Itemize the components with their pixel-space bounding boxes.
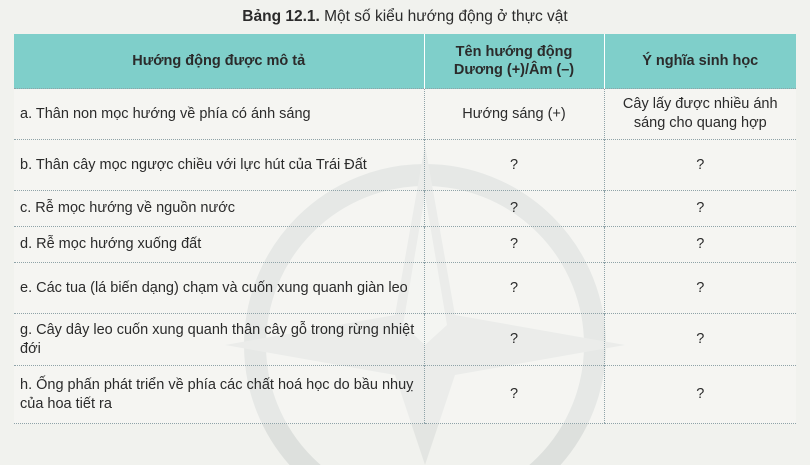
table-caption xyxy=(0,6,810,28)
header-meaning: Ý nghĩa sinh học xyxy=(604,34,796,89)
header-name-line2: Dương (+)/Âm (–) xyxy=(453,62,575,78)
row-name: ? xyxy=(424,366,604,424)
table-row xyxy=(14,140,796,191)
row-name: ? xyxy=(424,191,604,227)
table-row xyxy=(14,366,796,424)
row-description: d. Rễ mọc hướng xuống đất xyxy=(14,227,424,263)
row-description: g. Cây dây leo cuốn xung quanh thân cây gỗ trong rừng nhiệt đới xyxy=(14,314,424,366)
header-description: Hướng động được mô tả xyxy=(132,53,306,69)
table-row xyxy=(14,227,796,263)
header-name xyxy=(424,34,604,89)
row-name: Hướng sáng (+) xyxy=(424,89,604,140)
table-row xyxy=(14,263,796,314)
header-name-line1: Tên hướng động xyxy=(455,44,573,60)
row-description: e. Các tua (lá biến dạng) chạm và cuốn xung quanh giàn leo xyxy=(14,263,424,314)
row-meaning: ? xyxy=(604,314,796,366)
row-description: b. Thân cây mọc ngược chiều với lực hút của Trái Đất xyxy=(14,140,424,191)
tropism-table xyxy=(14,34,796,424)
table-row xyxy=(14,314,796,366)
row-name: ? xyxy=(424,314,604,366)
table-row xyxy=(14,89,796,140)
row-description: a. Thân non mọc hướng về phía có ánh sáng xyxy=(14,89,424,140)
row-meaning: ? xyxy=(604,227,796,263)
table-header-row xyxy=(14,34,796,89)
row-name: ? xyxy=(424,140,604,191)
table-row xyxy=(14,191,796,227)
row-meaning: Cây lấy được nhiều ánh sáng cho quang hợp xyxy=(604,89,796,140)
row-meaning: ? xyxy=(604,263,796,314)
row-meaning: ? xyxy=(604,140,796,191)
row-name: ? xyxy=(424,263,604,314)
row-name: ? xyxy=(424,227,604,263)
row-meaning: ? xyxy=(604,366,796,424)
row-meaning: ? xyxy=(604,191,796,227)
row-description: h. Ống phấn phát triển về phía các chất hoá học do bầu nhuỵ của hoa tiết ra xyxy=(14,366,424,424)
caption-label: Bảng 12.1. xyxy=(242,8,320,25)
row-description: c. Rễ mọc hướng về nguồn nước xyxy=(14,191,424,227)
caption-text: Một số kiểu hướng động ở thực vật xyxy=(324,8,568,25)
